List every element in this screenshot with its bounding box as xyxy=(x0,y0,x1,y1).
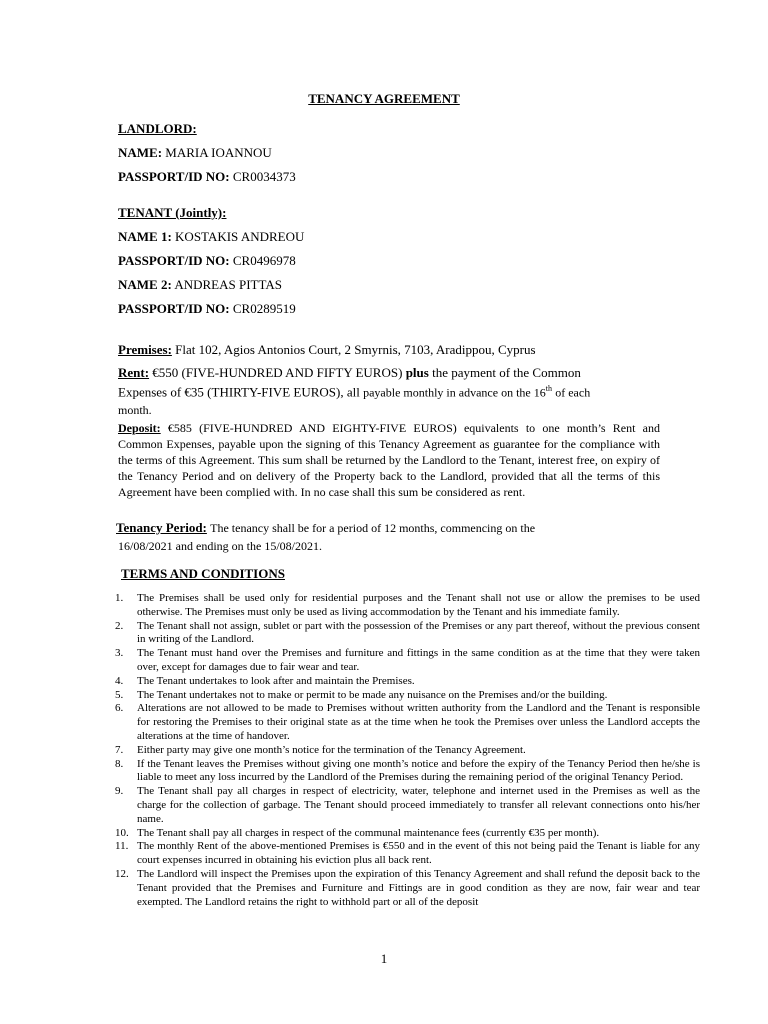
tenant-heading: TENANT (Jointly): xyxy=(118,205,227,220)
list-item xyxy=(115,675,700,689)
term-number: 11. xyxy=(115,840,129,853)
premises-line xyxy=(118,342,536,358)
list-item xyxy=(115,689,700,703)
landlord-name: MARIA IOANNOU xyxy=(165,145,272,160)
rent-line-1 xyxy=(118,365,581,381)
page-number: 1 xyxy=(380,951,388,966)
landlord-id-line xyxy=(118,169,296,185)
rent-expenses: Expenses of €35 (THIRTY-FIVE EUROS), all xyxy=(118,384,360,400)
tenancy-period-line-1 xyxy=(116,520,535,536)
tenancy-period-line-2: 16/08/2021 and ending on the 15/08/2021. xyxy=(118,539,322,553)
premises-address: Flat 102, Agios Antonios Court, 2 Smyrnis, 7103, Aradippou, Cyprus xyxy=(175,342,536,357)
list-item xyxy=(115,785,700,826)
term-text: Either party may give one month’s notice for the termination of the Tenancy Agreement. xyxy=(137,743,526,756)
landlord-id-label: PASSPORT/ID NO: xyxy=(118,169,230,184)
terms-list xyxy=(115,592,700,909)
term-text: If the Tenant leaves the Premises without giving one month’s notice and before the expiry of the Tenancy Period then he/she is liable to meet any loss incurred by the Landlord of the Premises during the remaining period of the original Tenancy Period. xyxy=(137,757,700,784)
document-title: TENANCY AGREEMENT xyxy=(308,91,460,106)
term-number: 5. xyxy=(115,688,124,701)
tenant-name2: ANDREAS PITTAS xyxy=(174,277,283,292)
term-number: 2. xyxy=(115,619,124,632)
list-item xyxy=(115,592,700,620)
term-text: The Landlord will inspect the Premises upon the expiration of this Tenancy Agreement and shall refund the deposit back to the Tenant provided that the Premises and Furniture and Fittings are in good condition as they are now, fair wear and tear exempted. The Landlord retains the right to withhold part or all of the deposit xyxy=(137,867,700,908)
tenant-name1-line xyxy=(118,229,304,245)
list-item xyxy=(115,758,700,786)
term-text: The Premises shall be used only for residential purposes and the Tenant shall not use or allow the premises to be used otherwise. The Premises must only be used as living accommodation by the Tenant and his immediate family. xyxy=(137,592,700,618)
list-item xyxy=(115,702,700,743)
rent-each: of each xyxy=(555,385,591,400)
rent-plus: plus xyxy=(405,365,429,380)
term-number: 9. xyxy=(115,785,124,798)
list-item xyxy=(115,868,700,909)
tenant-id2-label: PASSPORT/ID NO: xyxy=(118,301,230,316)
term-text: The Tenant shall pay all charges in respect of electricity, water, telephone and internet used in the Premises as well as the charge for the collection of garbage. The Tenant should proceed immediately to transfer all relevant connections onto his/her name. xyxy=(137,785,700,825)
term-text: The Tenant undertakes to look after and maintain the Premises. xyxy=(137,674,415,687)
rent-sup: th xyxy=(545,384,552,393)
deposit-paragraph xyxy=(118,420,660,500)
rent-payable: payable monthly in advance on the 16 xyxy=(363,385,546,400)
term-text: The Tenant must hand over the Premises and furniture and fittings in the same condition as at the time that they were taken over, except for damages due to fair wear and tear. xyxy=(137,647,700,673)
deposit-label: Deposit: xyxy=(118,421,161,435)
tenant-name2-label: NAME 2: xyxy=(118,277,172,292)
rent-amount: €550 (FIVE-HUNDRED AND FIFTY EUROS) xyxy=(152,365,403,380)
term-number: 3. xyxy=(115,647,124,660)
tenant-id2-line xyxy=(118,301,296,317)
tenancy-period-label: Tenancy Period: xyxy=(116,520,207,535)
rent-common: the payment of the Common xyxy=(432,365,581,380)
tenant-id1-label: PASSPORT/ID NO: xyxy=(118,253,230,268)
rent-line-3: month. xyxy=(118,403,152,417)
term-number: 12. xyxy=(115,867,129,880)
list-item xyxy=(115,827,700,841)
term-number: 8. xyxy=(115,757,124,770)
term-number: 6. xyxy=(115,702,124,715)
landlord-name-label: NAME: xyxy=(118,145,163,160)
premises-label: Premises: xyxy=(118,342,172,357)
term-number: 7. xyxy=(115,743,124,756)
list-item xyxy=(115,620,700,648)
list-item xyxy=(115,744,700,758)
tenant-name2-line xyxy=(118,277,282,293)
term-text: The Tenant undertakes not to make or permit to be made any nuisance on the Premises and/or the building. xyxy=(137,688,608,701)
tenancy-period-text: The tenancy shall be for a period of 12 months, commencing on the xyxy=(210,521,536,535)
deposit-text: €585 (FIVE-HUNDRED AND EIGHTY-FIVE EUROS) equivalents to one month’s Rent and Common Expenses, payable upon the signing of this Tenancy Agreement as guarantee for the compliance with the terms of this Agreement. This sum shall be returned by the Landlord to the Tenant, interest free, on expiry of the Tenancy Period and on delivery of the Property back to the Landlord, provided that all the terms of this Agreement have been complied with. In no case shall this sum be considered as rent. xyxy=(118,421,661,499)
rent-line-2 xyxy=(118,384,590,400)
list-item xyxy=(115,647,700,675)
term-text: The Tenant shall not assign, sublet or part with the possession of the Premises or any part thereof, without the previous consent in writing of the Landlord. xyxy=(137,619,700,646)
tenant-name1: KOSTAKIS ANDREOU xyxy=(175,229,305,244)
list-item xyxy=(115,840,700,868)
term-text: The Tenant shall pay all charges in respect of the communal maintenance fees (currently €35 per month). xyxy=(137,826,600,839)
term-number: 10. xyxy=(115,826,129,839)
landlord-heading: LANDLORD: xyxy=(118,121,197,136)
term-text: Alterations are not allowed to be made to Premises without written authority from the Landlord and the Tenant is responsible for restoring the Premises to their original state as at the time when he took the Premises over unless the Landlord accepts the alterations at the time of handover. xyxy=(137,702,700,742)
term-number: 1. xyxy=(115,592,124,604)
rent-label: Rent: xyxy=(118,365,150,380)
term-text: The monthly Rent of the above-mentioned Premises is €550 and in the event of this not being paid the Tenant is liable for any court expenses incurred in obtaining his eviction plus all back rent. xyxy=(137,840,700,867)
landlord-name-line xyxy=(118,145,272,161)
tenant-id1: CR0496978 xyxy=(232,253,296,268)
terms-heading: TERMS AND CONDITIONS xyxy=(121,566,285,581)
tenant-id1-line xyxy=(118,253,296,269)
term-number: 4. xyxy=(115,674,124,687)
landlord-id: CR0034373 xyxy=(232,169,296,184)
tenant-id2: CR0289519 xyxy=(232,301,296,316)
tenant-name1-label: NAME 1: xyxy=(118,229,172,244)
